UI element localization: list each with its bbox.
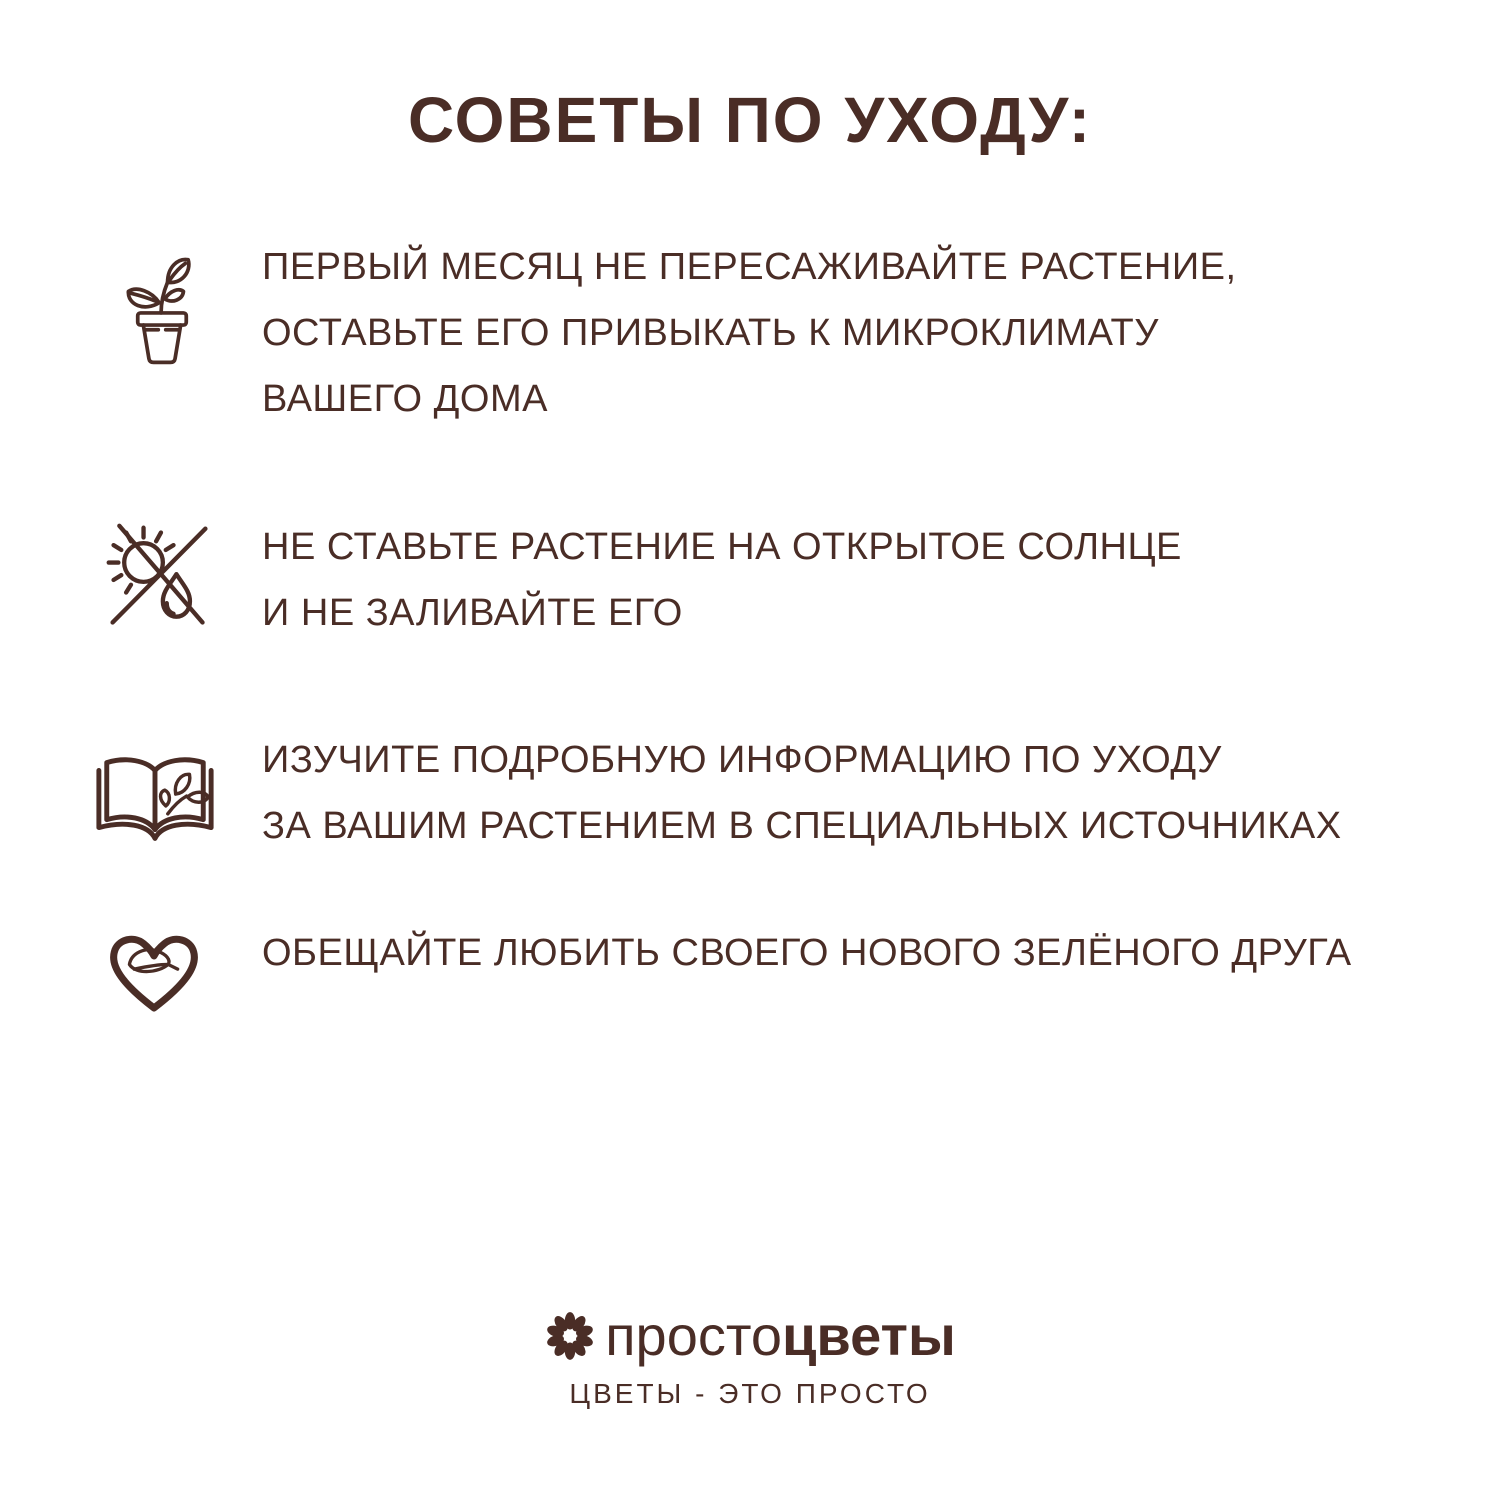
page-title: СОВЕТЫ ПО УХОДУ: (407, 84, 1093, 156)
flower-logo-icon (544, 1308, 596, 1364)
tip-line: ВАШЕГО ДОМА (262, 378, 548, 420)
no-direct-sun-no-overwatering-icon (101, 520, 217, 636)
brand-name-bold: цветы (782, 1304, 956, 1367)
brand-name (605, 1306, 956, 1366)
open-book-with-leaves-icon (91, 750, 219, 850)
tip-text-3 (262, 727, 1342, 859)
brand-row (544, 1306, 956, 1366)
potted-plant-icon (120, 254, 204, 370)
tip-line: ОБЕЩАЙТЕ ЛЮБИТЬ СВОЕГО НОВОГО ЗЕЛЁНОГО ДРУГА (262, 932, 1352, 974)
heart-with-leaf-icon (102, 926, 206, 1018)
brand-tagline: ЦВЕТЫ - ЭТО ПРОСТО (569, 1378, 931, 1409)
brand-name-regular: просто (605, 1304, 782, 1367)
tip-line: ОСТАВЬТЕ ЕГО ПРИВЫКАТЬ К МИКРОКЛИМАТУ (262, 312, 1159, 354)
tip-line: ИЗУЧИТЕ ПОДРОБНУЮ ИНФОРМАЦИЮ ПО УХОДУ (262, 739, 1222, 781)
tip-line: ЗА ВАШИМ РАСТЕНИЕМ В СПЕЦИАЛЬНЫХ ИСТОЧНИКАХ (262, 805, 1342, 847)
tip-text-1 (262, 234, 1237, 432)
tip-text-4 (262, 920, 1352, 986)
tip-line: ПЕРВЫЙ МЕСЯЦ НЕ ПЕРЕСАЖИВАЙТЕ РАСТЕНИЕ, (262, 246, 1237, 288)
tip-text-2 (262, 514, 1182, 646)
tip-line: И НЕ ЗАЛИВАЙТЕ ЕГО (262, 592, 683, 634)
brand-footer (0, 1306, 1500, 1410)
tip-line: НЕ СТАВЬТЕ РАСТЕНИЕ НА ОТКРЫТОЕ СОЛНЦЕ (262, 526, 1182, 568)
